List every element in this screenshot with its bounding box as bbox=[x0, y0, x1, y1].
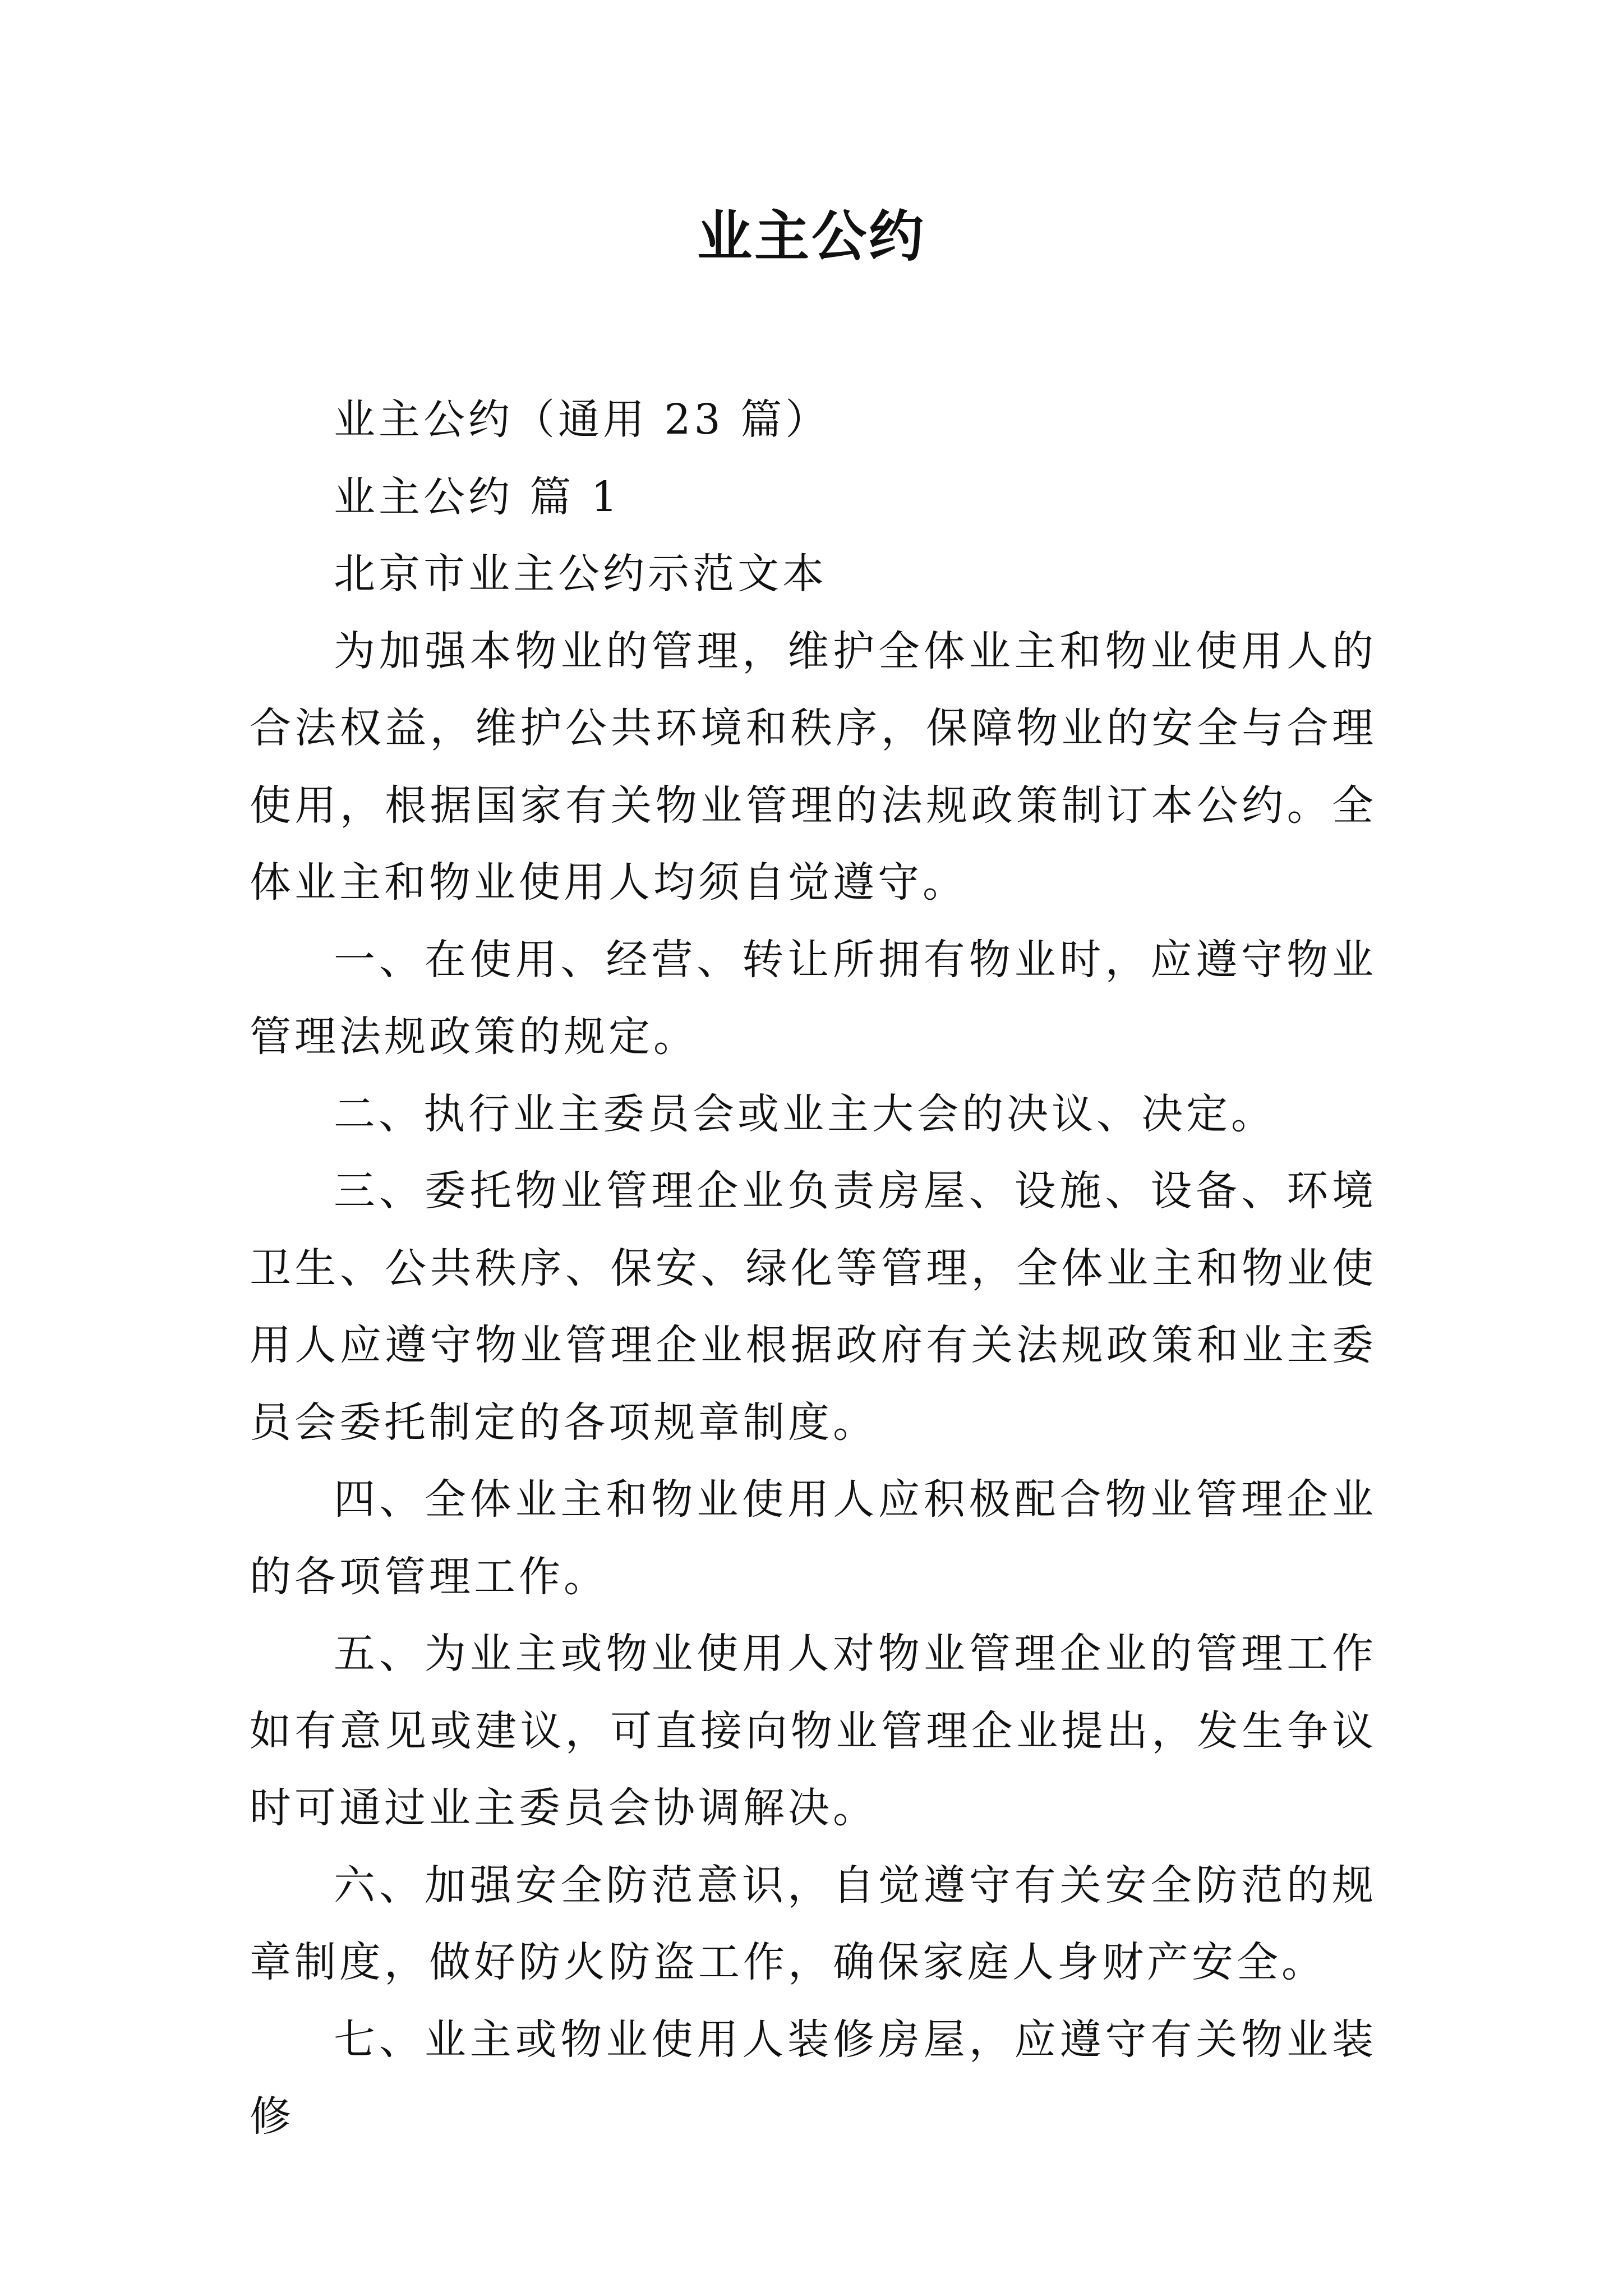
document-title: 业主公约 bbox=[697, 205, 926, 269]
paragraph-clause-2: 二、执行业主委员会或业主大会的决议、决定。 bbox=[334, 1089, 1276, 1138]
paragraph-template-name: 北京市业主公约示范文本 bbox=[334, 550, 827, 598]
paragraph-clause-3: 三、委托物业管理企业负责房屋、设施、设备、环境卫生、公共秩序、保安、绿化等管理，全体业主和物业使用人应遵守物业管理企业根据政府有关法规政策和业主委员会委托制定的各项规章制度。 bbox=[250, 1167, 1377, 1447]
paragraph-article-number: 业主公约 篇 1 bbox=[334, 472, 621, 521]
paragraph-collection-heading: 业主公约（通用 23 篇） bbox=[334, 395, 831, 444]
paragraph-clause-4: 四、全体业主和物业使用人应积极配合物业管理企业的各项管理工作。 bbox=[250, 1475, 1377, 1601]
paragraph-clause-7: 七、业主或物业使用人装修房屋，应遵守有关物业装修 bbox=[250, 2015, 1377, 2141]
paragraph-clause-1: 一、在使用、经营、转让所拥有物业时，应遵守物业管理法规政策的规定。 bbox=[250, 935, 1377, 1061]
paragraph-clause-6: 六、加强安全防范意识，自觉遵守有关安全防范的规章制度，做好防火防盗工作，确保家庭人身财产安全。 bbox=[250, 1861, 1377, 1986]
paragraph-preamble: 为加强本物业的管理，维护全体业主和物业使用人的合法权益，维护公共环境和秩序，保障物业的安全与合理使用，根据国家有关物业管理的法规政策制订本公约。全体业主和物业使用人均须自觉遵守。 bbox=[250, 627, 1377, 907]
document-body bbox=[250, 381, 1377, 2156]
paragraph-clause-5: 五、为业主或物业使用人对物业管理企业的管理工作如有意见或建议，可直接向物业管理企业提出，发生争议时可通过业主委员会协调解决。 bbox=[250, 1630, 1377, 1832]
